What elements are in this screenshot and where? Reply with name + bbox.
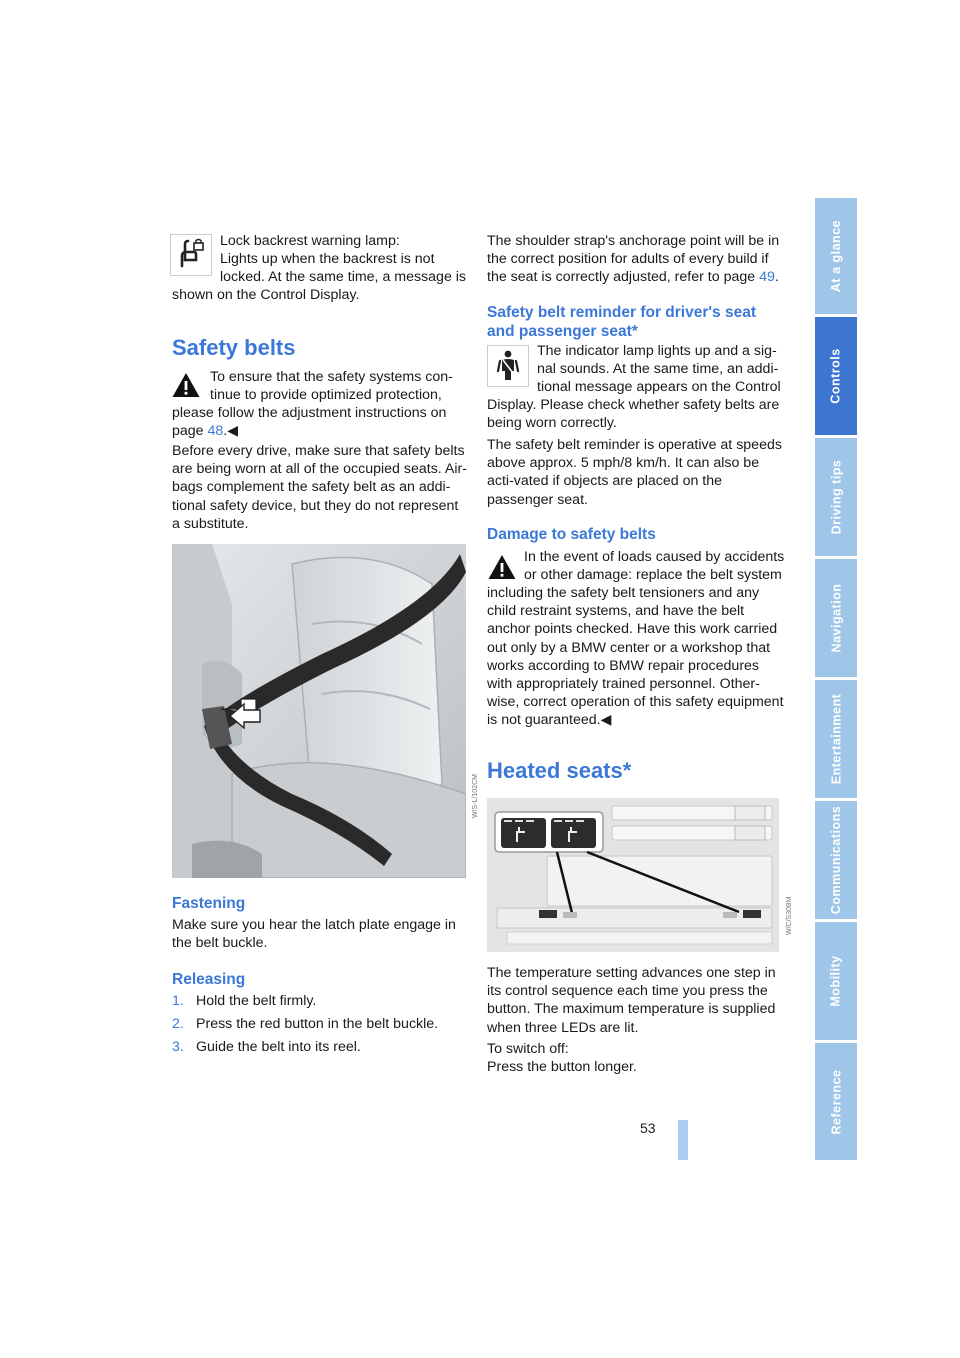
damage-rest: including the safety belt tensioners and any child restraint systems, and have the belt anchor points checked. Have this work carried out only by a BMW center or a workshop that works according to BMW repair procedures with appropriately trained personnel. Other-wise, correct operation of this safety equipment is not guaranteed.◀ <box>487 585 784 729</box>
safety-warning-top <box>210 368 470 404</box>
fastening-heading: Fastening <box>172 895 246 912</box>
warning-icon <box>171 371 201 399</box>
releasing-steps <box>172 992 468 1062</box>
step-2-text: Press the red button in the belt buckle. <box>196 1016 439 1033</box>
page-prefix: page <box>172 423 208 440</box>
step-1-num: 1. <box>172 993 184 1009</box>
tab-label: Reference <box>829 1069 844 1134</box>
tab-communications[interactable] <box>815 801 857 919</box>
switch-off-line1: To switch off: <box>487 1041 569 1057</box>
anchorage-end: . <box>774 269 779 286</box>
step-1-text: Hold the belt firmly. <box>196 993 317 1009</box>
tab-label: Communications <box>829 805 843 915</box>
tab-controls[interactable] <box>815 317 857 435</box>
step-1 <box>172 992 468 1010</box>
switch-off-line2: Press the button longer. <box>487 1059 637 1076</box>
tab-mobility[interactable] <box>815 922 857 1040</box>
tab-label: Entertainment <box>829 693 844 785</box>
damage-top <box>524 548 786 584</box>
tab-label: Driving tips <box>829 459 844 535</box>
page-48-link[interactable]: 48 <box>207 423 224 440</box>
fastening-text: Make sure you hear the latch plate engage in the belt buckle. <box>172 917 456 952</box>
safety-belt-image <box>172 544 466 878</box>
lock-backrest-icon <box>170 234 212 276</box>
tab-reference[interactable] <box>815 1043 857 1160</box>
heated-seats-image <box>487 798 779 952</box>
safety-warning-bottom <box>172 404 472 440</box>
tab-label: Mobility <box>829 955 843 1007</box>
heated-paragraph: The temperature setting advances one step in its control sequence each time you press the button. The maximum temperature is supplied when three LEDs are lit. <box>487 965 776 1036</box>
reminder-line3: tional message appears on the Control <box>537 379 781 396</box>
safety-belts-heading: Safety belts <box>172 335 296 360</box>
tab-entertainment[interactable] <box>815 680 857 798</box>
seatbelt-reminder-icon <box>487 345 529 387</box>
page-marker-bar <box>678 1120 688 1160</box>
releasing-heading: Releasing <box>172 971 246 988</box>
reminder-top <box>537 342 787 397</box>
belt-reminder-heading-line2: and passenger seat* <box>487 323 638 340</box>
safety-warning-line2: tinue to provide optimized protection, <box>210 387 442 404</box>
heated-image-code: W/C/S30BM <box>786 896 793 935</box>
belt-image-code: W/S-L/102CM <box>472 774 479 818</box>
chapter-tabs <box>815 198 857 1160</box>
anchorage-text: The shoulder strap's anchorage point will be in the correct position for adults of every build if the seat is correctly adjusted, refer to page <box>487 233 780 286</box>
heated-seats-heading: Heated seats* <box>487 758 632 783</box>
reminder-line2: nal sounds. At the same time, an addi- <box>537 361 779 378</box>
anchorage-paragraph <box>487 232 783 287</box>
safety-warning-line3: please follow the adjustment instructions on <box>172 405 447 421</box>
damage-line1: In the event of loads caused by accidents <box>524 549 785 565</box>
tab-navigation[interactable] <box>815 559 857 677</box>
lock-lamp-line3: shown on the Control Display. <box>172 287 360 303</box>
reminder-paragraph-2: The safety belt reminder is operative at speeds above approx. 5 mph/8 km/h. It can also be acti-vated if objects are placed on the passenger seat. <box>487 437 782 508</box>
damage-line2: or other damage: replace the belt system <box>524 567 782 584</box>
step-3 <box>172 1038 468 1056</box>
safety-warning-line1: To ensure that the safety systems con- <box>210 369 453 385</box>
safety-warning-line4 <box>172 422 472 440</box>
reminder-rest: Display. Please check whether safety belts are being worn correctly. <box>487 397 780 432</box>
tab-label: At a glance <box>829 219 843 293</box>
step-3-text: Guide the belt into its reel. <box>196 1039 361 1056</box>
switch-off-instructions <box>487 1040 783 1076</box>
safety-belts-paragraph: Before every drive, make sure that safety belts are being worn at all of the occupied seats. Air-bags complement the safety belt as an addi-tional safety device, but they do not represent a substitute. <box>172 443 467 532</box>
tab-label: Controls <box>829 348 844 404</box>
lock-lamp-line1: Lights up when the backrest is not <box>220 251 435 268</box>
page-number: 53 <box>640 1120 656 1136</box>
tab-driving-tips[interactable] <box>815 438 857 556</box>
tab-at-a-glance[interactable] <box>815 198 857 314</box>
damage-warning-icon <box>487 553 517 581</box>
tab-label: Navigation <box>829 583 843 653</box>
step-2-num: 2. <box>172 1016 184 1033</box>
lock-lamp-line2: locked. At the same time, a message is <box>220 269 467 286</box>
step-2 <box>172 1015 468 1033</box>
page-49-link[interactable]: 49 <box>759 269 775 286</box>
step-3-num: 3. <box>172 1039 184 1056</box>
belt-reminder-heading-line1: Safety belt reminder for driver's seat <box>487 304 757 321</box>
damage-heading: Damage to safety belts <box>487 526 656 543</box>
lock-lamp-intro <box>220 232 470 287</box>
reminder-line1: The indicator lamp lights up and a sig- <box>537 343 777 359</box>
belt-reminder-heading <box>487 303 783 341</box>
lock-lamp-title: Lock backrest warning lamp: <box>220 233 400 249</box>
warning-end: .◀ <box>223 423 239 440</box>
